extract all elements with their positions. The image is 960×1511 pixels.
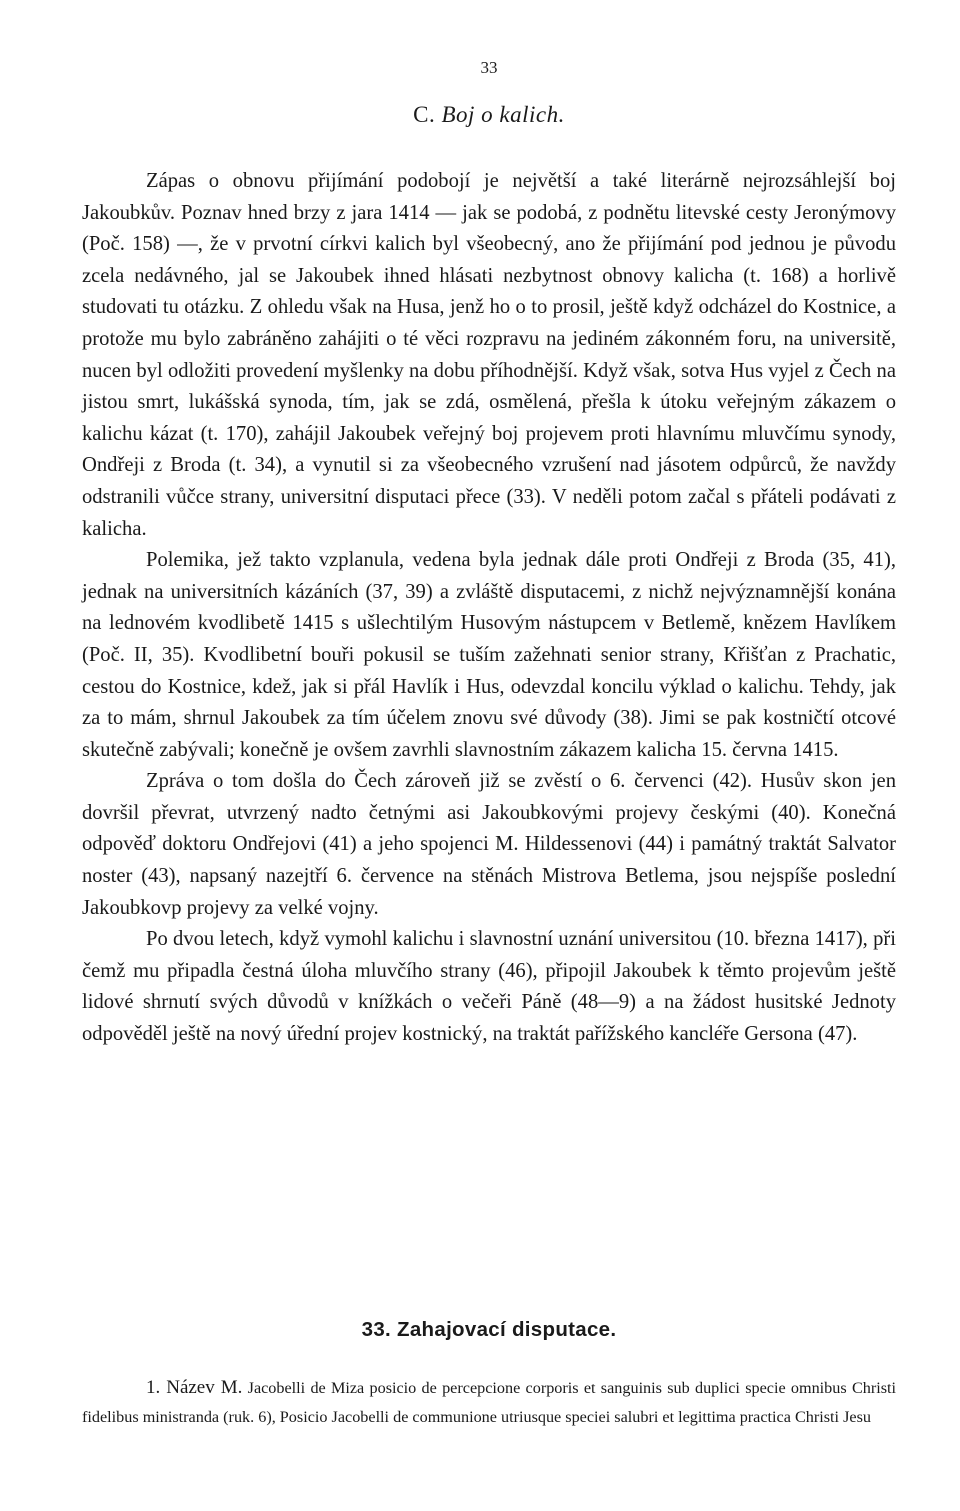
paragraph: Zápas o obnovu přijímání podobojí je největší a také literárně nejrozsáhlejší boj Jakoubkův. Poznav hned brzy z jara 1414 — jak se podobá, z podnětu litevské cesty Jeronýmovy (Poč. 158) —, že v prvotní církvi kalich byl všeobecný, ano že přijímání pod jednou je původu zcela nedávného, jal se Jakoubek ihned hlásati nezbytnost obnovy kalicha (t. 168) a horlivě studovati tu otázku. Z ohledu však na Husa, jenž ho o to prosil, ještě když odcházel do Kostnice, a protože mu bylo zabráněno zahájiti o té věci rozpravu na jediném zákonném foru, na universitě, nucen byl odložiti provedení myšlenky na dobu příhodnější. Když však, sotva Hus vyjel z Čech na jistou smrt, lukášská synoda, tím, jak se zdá, osmělená, přešla k útoku veřejným zákazem o kalichu kázat (t. 170), zahájil Jakoubek veřejný boj projevem proti hlavnímu mluvčímu synody, Ondřeji z Broda (t. 34), a vynutil si za všeobecného vzrušení nad jásotem odpůrců, že navždy odstranili vůčce strany, universitní disputaci přece (33). V neděli potom začal s přáteli podávati z kalicha. xyxy=(82,170,896,540)
paragraph: Zpráva o tom došla do Čech zároveň již se zvěstí o 6. červenci (42). Husův skon jen dovršil převrat, utvrzený nadto četnými asi Jakoubkovými projevy českými (40). Konečná odpověď doktoru Ondřejovi (41) a jeho spojenci M. Hildessenovi (44) i památný traktát Salvator noster (43), napsaný nazejtří 6. července na stěnách Mistrova Betlema, jsou nejspíše poslední Jakoubkovp projevy za velké vojny. xyxy=(82,770,896,919)
section-title-text: Boj o kalich. xyxy=(441,102,565,127)
chapter-heading: 33. Zahajovací disputace. xyxy=(361,1318,617,1341)
footnote-text xyxy=(82,1374,896,1431)
page-number: 33 xyxy=(480,58,498,77)
paragraph: Polemika, jež takto vzplanula, vedena byla jednak dále proti Ondřeji z Broda (35, 41), jednak na universitních kázáních (37, 39) a zvláště disputacemi, z nichž nejvýznamnější konána na lednovém kvodlibetě 1415 s ušlechtilým Husovým nástupcem v Betlemě, knězem Havlíkem (Poč. II, 35). Kvodlibetní bouři pokusil se tuším zažehnati senior strany, Křišťan z Prachatic, cestou do Kostnice, kdež, jak si přál Havlík i Hus, odevzdal koncilu výklad o kalichu. Tehdy, jak za to mám, shrnul Jakoubek za tím účelem znovu své důvody (38). Jimi se pak kostničtí otcové skutečně zabývali; konečně je ovšem zavrhli slavnostním zákazem kalicha 15. června 1415. xyxy=(82,549,896,761)
footnote-paragraph xyxy=(82,1374,896,1431)
section-title xyxy=(82,102,896,128)
section-title-prefix: C. xyxy=(413,102,436,127)
body-text xyxy=(82,166,896,1051)
footnote-lead: 1. Název M. xyxy=(146,1377,243,1398)
paragraph: Po dvou letech, když vymohl kalichu i slavnostní uznání universitou (10. března 1417), při čemž mu připadla čestná úloha mluvčího strany (46), připojil Jakoubek k těmto projevům ještě lidové shrnutí svých důvodů v knížkách o večeři Páně (48—9) a na žádost husitské Jednoty odpověděl ještě na nový úřední projev kostnický, na traktát pařížského kancléře Gersona (47). xyxy=(82,928,896,1046)
footnote-body: Jacobelli de Miza posicio de percepcione corporis et sanguinis sub duplici specie omnibus Christi fidelibus ministranda (ruk. 6), Posicio Jacobelli de communione utriusque speciei salubri et legittima practica Christi Jesu xyxy=(82,1379,897,1426)
book-page xyxy=(82,0,896,1511)
